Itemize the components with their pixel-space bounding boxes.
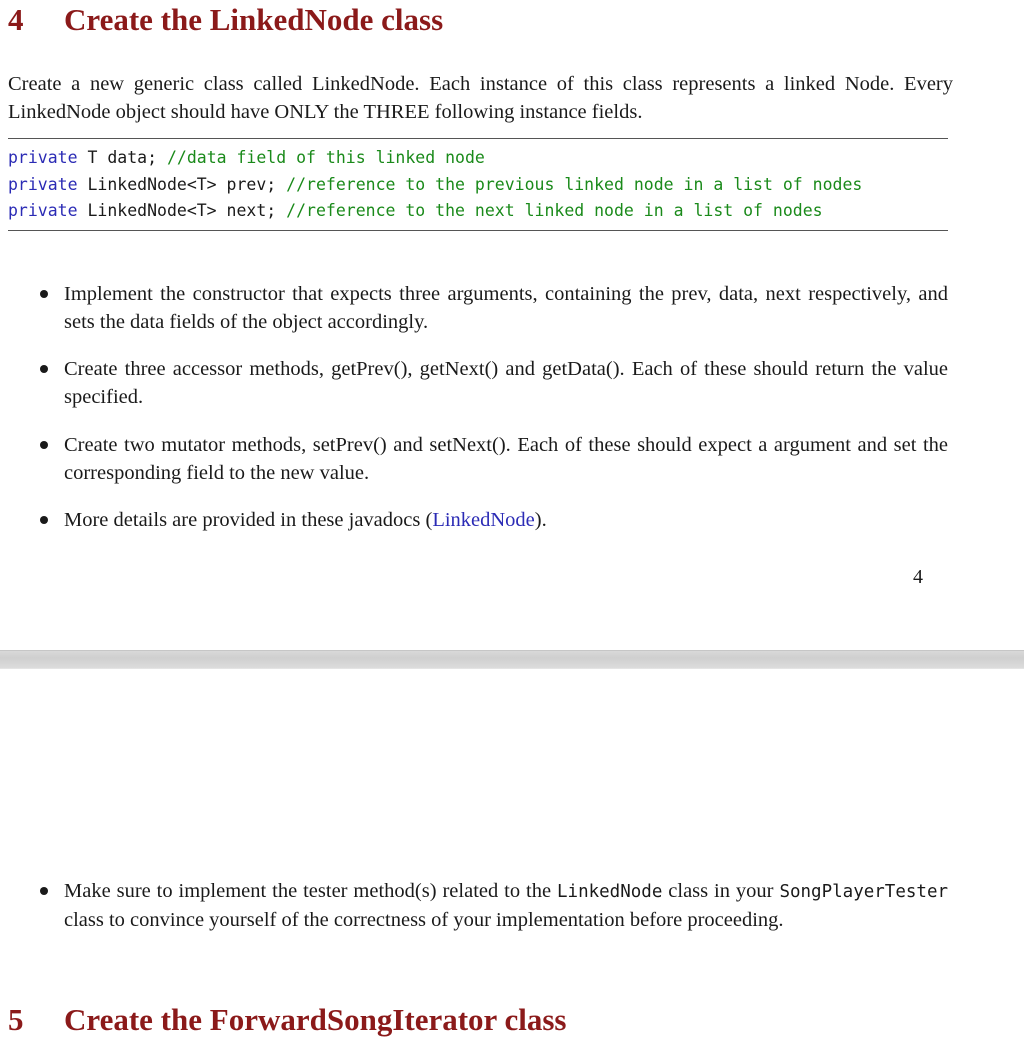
bullet-text-mutators: Create two mutator methods, setPrev() and setNext(). Each of these should expect a argument and set the corresponding field to the new value. [64, 434, 948, 484]
code-comment: //reference to the previous linked node in a list of nodes [286, 174, 863, 194]
code-listing [8, 145, 862, 225]
section-title: Create the LinkedNode class [64, 2, 444, 37]
code-keyword: private [8, 201, 78, 220]
code-keyword: private [8, 148, 78, 167]
code-bottom-rule [8, 230, 948, 231]
bullet-icon [40, 290, 48, 298]
code-keyword: private [8, 174, 78, 194]
next-section-title: Create the ForwardSongIterator class [64, 1002, 567, 1037]
section-number: 4 [8, 2, 24, 37]
code-declaration: T data; [77, 148, 167, 167]
bullet-icon [40, 516, 48, 524]
next-section-heading [8, 1002, 567, 1038]
code-line-next [8, 198, 862, 225]
code-comment: //data field of this linked node [166, 148, 485, 167]
code-declaration: LinkedNode<T> next; [77, 201, 287, 220]
javadocs-text-after: ). [534, 509, 547, 531]
tester-text-part2: class in your [662, 880, 780, 902]
code-line-prev [8, 172, 862, 199]
javadocs-text-before: More details are provided in these javadocs ( [64, 509, 433, 531]
pdf-page-5 [0, 669, 1024, 1022]
intro-paragraph: Create a new generic class called LinkedNode. Each instance of this class represents a linked Node. Every LinkedNode object should have ONLY the THREE following instance fields. [8, 73, 953, 123]
code-line-data [8, 145, 862, 172]
inline-code-linkednode: LinkedNode [557, 882, 663, 902]
linkednode-javadoc-link[interactable]: LinkedNode [432, 509, 535, 531]
bullet-icon [40, 887, 48, 895]
page-separator [0, 650, 1024, 669]
bullet-text-tester [64, 877, 948, 934]
code-declaration: LinkedNode<T> prev; [77, 174, 287, 194]
tester-text-part1: Make sure to implement the tester method(s) related to the [64, 880, 557, 902]
section-heading [8, 2, 443, 38]
inline-code-songplayertester: SongPlayerTester [779, 882, 949, 902]
next-section-number: 5 [8, 1002, 24, 1037]
tester-text-part3: class to convince yourself of the correctness of your implementation before proceeding. [64, 909, 784, 931]
code-comment: //reference to the next linked node in a list of nodes [286, 201, 823, 220]
bullet-text-javadocs [64, 506, 948, 534]
bullet-text-accessors: Create three accessor methods, getPrev(), getNext() and getData(). Each of these should return the value specified. [64, 358, 948, 408]
page-number: 4 [913, 566, 923, 588]
code-top-rule [8, 138, 948, 139]
bullet-icon [40, 365, 48, 373]
bullet-text-constructor: Implement the constructor that expects three arguments, containing the prev, data, next respectively, and sets the data fields of the object accordingly. [64, 283, 948, 333]
bullet-icon [40, 441, 48, 449]
